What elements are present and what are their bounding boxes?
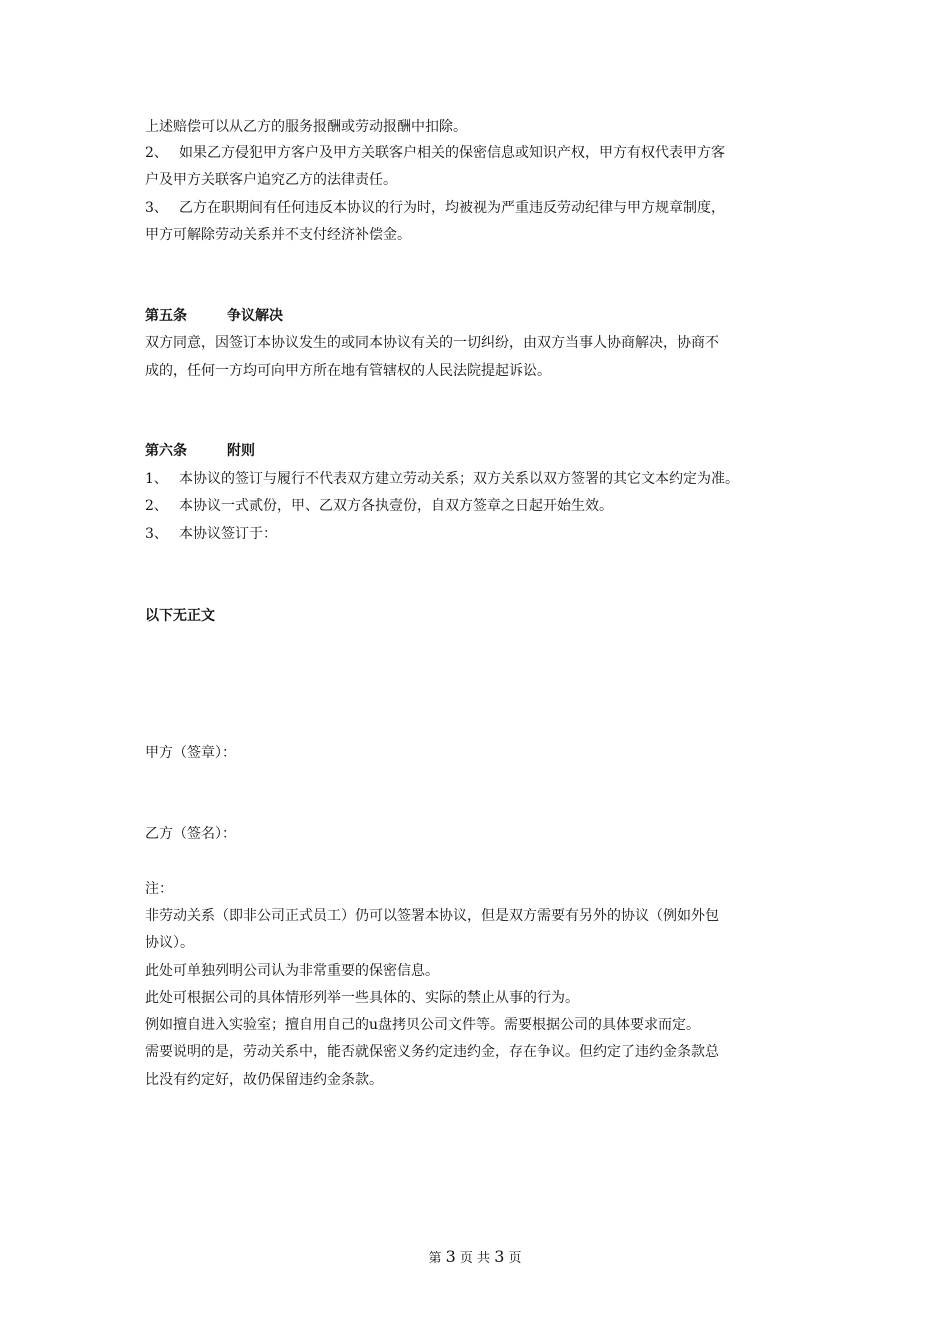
current-page-number: 3 xyxy=(445,1247,456,1266)
clause-5-heading xyxy=(145,306,283,326)
list-text: 如果乙方侵犯甲方客户及甲方关联客户相关的保密信息或知识产权，甲方有权代表甲方客 xyxy=(179,145,725,161)
footer-prefix: 第 xyxy=(428,1251,442,1266)
clause-6-heading xyxy=(145,441,255,461)
party-a-signature-label: 甲方（签章）： xyxy=(145,745,236,761)
list-item-3 xyxy=(145,198,725,218)
note-line: 比没有约定好，故仍保留违约金条款。 xyxy=(145,1072,383,1088)
list-number: 2、 xyxy=(145,145,168,161)
list-item-2 xyxy=(145,496,613,516)
note-line: 协议）。 xyxy=(145,935,194,951)
footer-middle: 页 共 xyxy=(459,1251,491,1266)
page-footer xyxy=(0,1247,950,1269)
clause-number: 第六条 xyxy=(145,443,187,459)
note-line: 此处可单独列明公司认为非常重要的保密信息。 xyxy=(145,963,439,979)
paragraph-line: 成的，任何一方均可向甲方所在地有管辖权的人民法院提起诉讼。 xyxy=(145,363,551,379)
footer-suffix: 页 xyxy=(508,1251,522,1266)
list-text: 本协议的签订与履行不代表双方建立劳动关系；双方关系以双方签署的其它文本约定为准。 xyxy=(179,471,739,487)
clause-title: 附则 xyxy=(227,443,255,459)
list-item-1 xyxy=(145,469,739,489)
clause-title: 争议解决 xyxy=(227,308,283,324)
total-pages-number: 3 xyxy=(494,1247,505,1266)
note-line: 需要说明的是，劳动关系中，能否就保密义务约定违约金，存在争议。但约定了违约金条款总 xyxy=(145,1044,719,1060)
party-b-signature-label: 乙方（签名）： xyxy=(145,826,236,842)
paragraph-line: 户及甲方关联客户追究乙方的法律责任。 xyxy=(145,172,397,188)
paragraph-line: 甲方可解除劳动关系并不支付经济补偿金。 xyxy=(145,227,411,243)
end-of-text-marker: 以下无正文 xyxy=(145,608,215,624)
list-item-2 xyxy=(145,143,725,163)
list-number: 1、 xyxy=(145,471,168,487)
note-line: 例如擅自进入实验室；擅自用自己的u盘拷贝公司文件等。需要根据公司的具体要求而定。 xyxy=(145,1017,701,1033)
note-line: 非劳动关系（即非公司正式员工）仍可以签署本协议，但是双方需要有另外的协议（例如外包 xyxy=(145,908,719,924)
list-item-3 xyxy=(145,524,277,544)
list-text: 本协议一式贰份，甲、乙双方各执壹份，自双方签章之日起开始生效。 xyxy=(179,498,613,514)
note-line: 此处可根据公司的具体情形列举一些具体的、实际的禁止从事的行为。 xyxy=(145,990,579,1006)
list-text: 本协议签订于： xyxy=(179,526,277,542)
list-number: 3、 xyxy=(145,200,168,216)
notes-label: 注： xyxy=(145,881,173,897)
clause-number: 第五条 xyxy=(145,308,187,324)
list-number: 2、 xyxy=(145,498,168,514)
paragraph-line: 双方同意，因签订本协议发生的或同本协议有关的一切纠纷，由双方当事人协商解决，协商不 xyxy=(145,335,719,351)
list-number: 3、 xyxy=(145,526,168,542)
paragraph-line: 上述赔偿可以从乙方的服务报酬或劳动报酬中扣除。 xyxy=(145,119,467,135)
list-text: 乙方在职期间有任何违反本协议的行为时，均被视为严重违反劳动纪律与甲方规章制度， xyxy=(179,200,725,216)
